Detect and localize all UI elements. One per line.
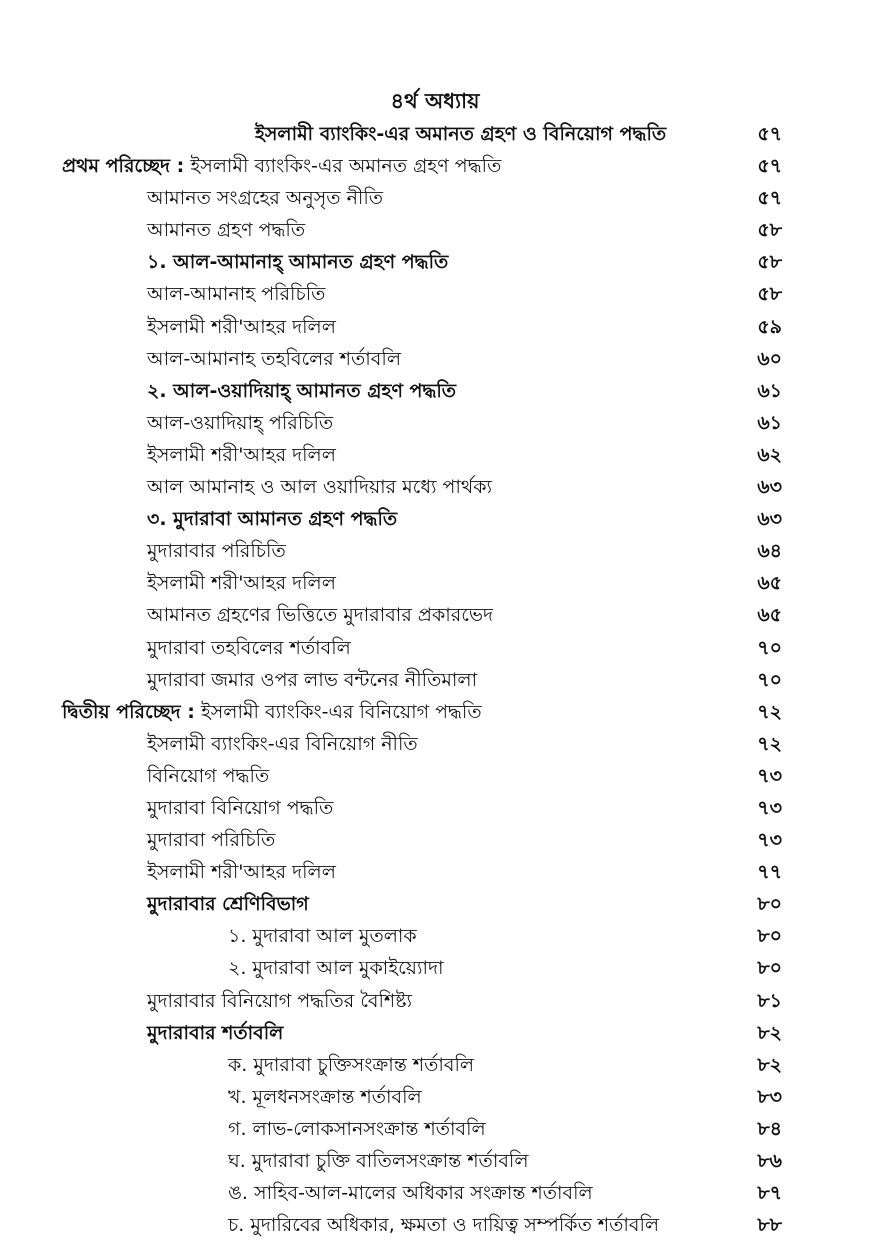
toc-entry-title [147,471,492,503]
entry-text: মুদারাবার শর্তাবলি [147,1021,284,1044]
toc-entry-title [147,856,336,888]
toc-entry [0,920,870,952]
entry-text: বিনিয়োগ পদ্ধতি [147,764,270,787]
page-number: ৫৮ [757,251,782,274]
entry-text: আমানত গ্রহণ পদ্ধতি [147,219,306,242]
toc-entry-title [147,1017,283,1049]
page-number: ৬০ [757,347,782,370]
toc-entry [0,985,870,1017]
toc-entry-title [147,246,448,278]
table-of-contents [0,118,870,1241]
toc-entry [0,214,870,246]
page-number: ৬৪ [757,540,782,563]
page-number: ৭২ [757,732,782,755]
page-number: ৮২ [757,1021,782,1044]
page-number: ৮৪ [757,1117,782,1140]
toc-entry-title [228,1113,486,1145]
toc-entry-title [228,952,444,984]
page-number: ৬১ [757,411,782,434]
page-number: ৮৭ [757,1182,782,1205]
entry-text: ঘ. মুদারাবা চুক্তি বাতিলসংক্রান্ত শর্তাবলি [228,1150,529,1172]
page-number: ৬৫ [757,572,782,595]
chapter-heading: ৪র্থ অধ্যায় [390,89,480,113]
page-number: ৫৭ [757,187,782,210]
toc-entry [0,792,870,824]
entry-text: মুদারাবা বিনিয়োগ পদ্ধতি [147,796,334,819]
toc-entry [0,407,870,439]
toc-entry [0,343,870,375]
section-label: প্রথম পরিচ্ছেদ : [62,155,185,178]
toc-entry [0,118,870,150]
page-number: ৭০ [757,668,782,691]
toc-entry [0,182,870,214]
entry-text: ঙ. সাহিব-আল-মালের অধিকার সংক্রান্ত শর্তাবলি [228,1182,593,1205]
toc-entry-title [147,824,275,856]
page-number: ৮০ [757,957,782,980]
toc-entry [0,599,870,631]
toc-entry-title [62,696,482,728]
entry-text: আল-ওয়াদিয়াহ্ পরিচিতি [147,411,334,434]
toc-entry [0,856,870,888]
page-number: ৬৩ [757,476,782,499]
toc-entry-title [228,1081,422,1113]
page-number: ৮১ [757,989,782,1012]
toc-entry [0,696,870,728]
toc-entry-title [147,728,418,760]
entry-text: ২. মুদারাবা আল মুকাইয়্যোদা [228,957,444,980]
entry-text: খ. মূলধনসংক্রান্ত শর্তাবলি [228,1085,422,1108]
page-number: ৭২ [757,700,782,723]
page-number: ৫৮ [757,283,782,306]
toc-entry [0,1177,870,1209]
page-number: ৬২ [757,443,782,466]
page-number: ৫৮ [757,219,782,242]
toc-entry [0,150,870,182]
page-number: ৮০ [757,925,782,948]
toc-entry-title [147,278,325,310]
entry-text: ইসলামী শরী'আহর দলিল [147,572,336,595]
entry-text: ১. আল-আমানাহ্ আমানত গ্রহণ পদ্ধতি [147,251,449,274]
toc-entry-title [62,150,501,182]
page-number: ৮০ [757,893,782,916]
toc-entry-title [147,343,401,375]
toc-entry-title [228,1145,529,1177]
toc-entry-title [228,1209,659,1241]
toc-entry [0,1145,870,1177]
toc-entry [0,760,870,792]
toc-entry [0,632,870,664]
page-number: ৮২ [757,1053,782,1076]
page-number: ৭৩ [757,829,782,852]
entry-text: ইসলামী শরী'আহর দলিল [147,315,336,338]
page-number: ৭৩ [757,796,782,819]
toc-entry [0,1017,870,1049]
toc-entry [0,824,870,856]
page-number: ৬৫ [757,604,782,627]
toc-entry [0,471,870,503]
toc-entry-title [147,214,305,246]
toc-entry-title [147,439,336,471]
toc-entry-title [147,407,333,439]
toc-entry [0,278,870,310]
toc-entry-title [228,1049,474,1081]
entry-text: চ. মুদারিবের অধিকার, ক্ষমতা ও দায়িত্ব সম্পর্কিত শর্তাবলি [228,1214,660,1237]
entry-text: মুদারাবার বিনিয়োগ পদ্ধতির বৈশিষ্ট্য [147,989,413,1012]
entry-text: মুদারাবা তহবিলের শর্তাবলি [147,636,351,659]
page-number: ৮৩ [757,1085,782,1108]
toc-entry-title [147,760,269,792]
page-number: ৬১ [757,379,782,402]
toc-entry-title [147,535,286,567]
toc-entry [0,567,870,599]
page-number: ৬৩ [757,508,782,531]
toc-entry [0,1113,870,1145]
section-label: দ্বিতীয় পরিচ্ছেদ : [62,700,195,723]
toc-entry-title [147,567,336,599]
entry-text: মুদারাবা পরিচিতি [147,829,276,852]
toc-entry-title [147,599,493,631]
entry-text: ২. আল-ওয়াদিয়াহ্ আমানত গ্রহণ পদ্ধতি [147,379,457,402]
page-number: ৭৩ [757,764,782,787]
toc-entry [0,952,870,984]
entry-text: গ. লাভ-লোকসানসংক্রান্ত শর্তাবলি [228,1117,486,1140]
toc-entry-title [228,920,417,952]
toc-entry-title [147,375,456,407]
entry-text: ইসলামী ব্যাংকিং-এর অমানত গ্রহণ পদ্ধতি [190,155,502,178]
entry-text: ১. মুদারাবা আল মুতলাক [228,925,417,948]
toc-entry [0,246,870,278]
toc-entry-title [147,888,309,920]
entry-text: আল-আমানাহ পরিচিতি [147,283,326,306]
toc-entry [0,664,870,696]
entry-text: ইসলামী ব্যাংকিং-এর বিনিয়োগ নীতি [147,732,418,755]
page-number: ৫৯ [757,315,782,338]
toc-entry-title [147,503,397,535]
toc-entry [0,375,870,407]
toc-entry-title [147,792,333,824]
toc-entry-title [147,664,477,696]
toc-entry [0,1049,870,1081]
toc-entry [0,1209,870,1241]
toc-entry [0,503,870,535]
entry-text: মুদারাবার পরিচিতি [147,540,286,563]
entry-text: ইসলামী শরী'আহর দলিল [147,443,336,466]
toc-entry-title [228,1177,593,1209]
entry-text: ক. মুদারাবা চুক্তিসংক্রান্ত শর্তাবলি [228,1053,475,1076]
toc-entry [0,888,870,920]
entry-text: আল আমানাহ ও আল ওয়াদিয়ার মধ্যে পার্থক্য [147,476,493,499]
page-number: ৫৭ [757,155,782,178]
toc-entry-title [147,311,336,343]
entry-text: আল-আমানাহ তহবিলের শর্তাবলি [147,347,401,370]
entry-text: আমানত গ্রহণের ভিত্তিতে মুদারাবার প্রকারভেদ [147,604,494,627]
toc-entry [0,535,870,567]
page-number: ৮৬ [757,1150,782,1172]
entry-text: ইসলামী ব্যাংকিং-এর বিনিয়োগ পদ্ধতি [200,700,482,723]
page-number: ৫৭ [757,123,782,145]
toc-entry [0,1081,870,1113]
entry-text: আমানত সংগ্রহের অনুসৃত নীতি [147,187,384,210]
entry-text: ৩. মুদারাবা আমানত গ্রহণ পদ্ধতি [147,508,398,531]
toc-entry-title [147,182,383,214]
toc-entry-title [147,632,351,664]
entry-text: মুদারাবার শ্রেণিবিভাগ [147,893,309,916]
page-number: ৮৮ [757,1214,782,1237]
entry-text: মুদারাবা জমার ওপর লাভ বন্টনের নীতিমালা [147,668,478,691]
page-number: ৭০ [757,636,782,659]
toc-entry [0,439,870,471]
toc-entry-title [147,985,412,1017]
toc-entry [0,728,870,760]
entry-text: ইসলামী শরী'আহর দলিল [147,861,336,884]
page-number: ৭৭ [757,861,782,884]
toc-entry-title [255,118,666,150]
entry-text: ইসলামী ব্যাংকিং-এর অমানত গ্রহণ ও বিনিয়োগ পদ্ধতি [255,123,667,145]
toc-entry [0,311,870,343]
